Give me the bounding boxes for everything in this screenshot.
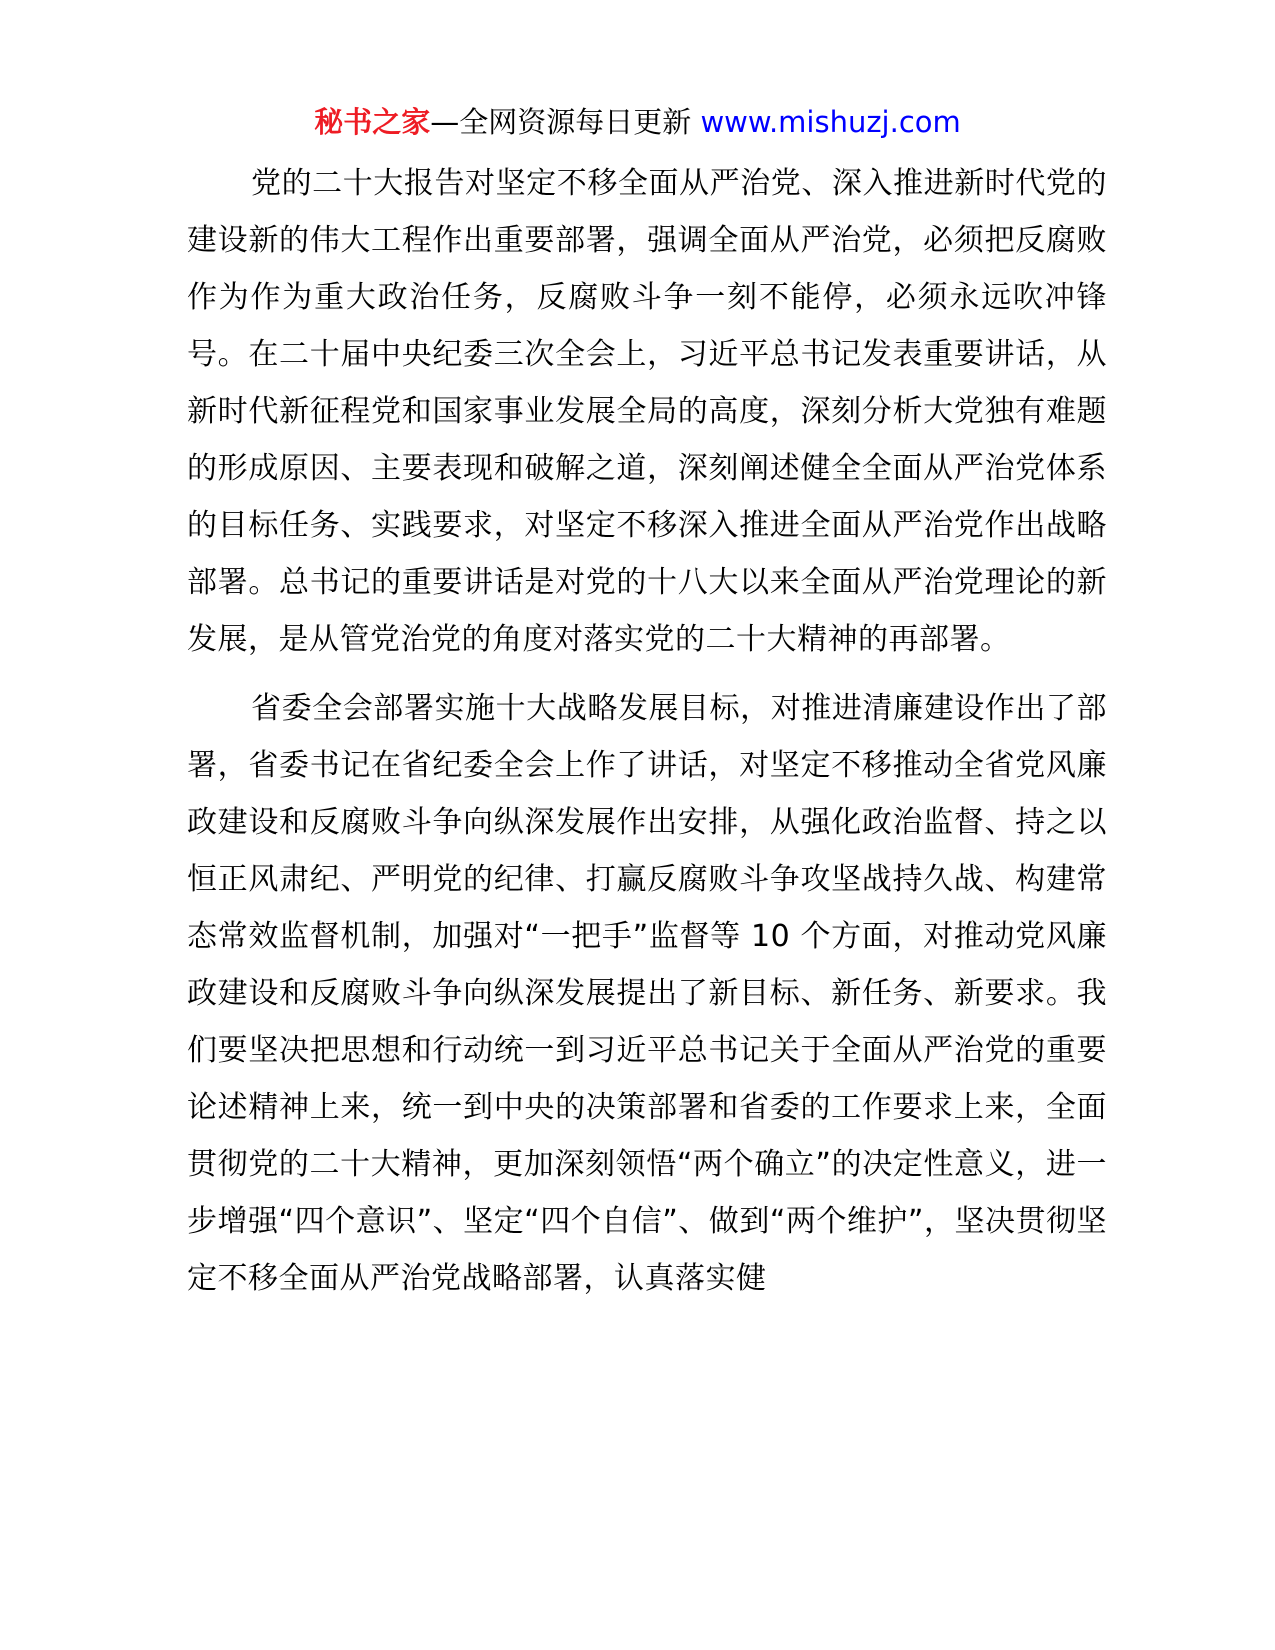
brand-name: 秘书之家 [314,105,431,139]
page-header [0,100,1275,144]
site-url-link[interactable]: www.mishuzj.com [700,105,961,139]
paragraph-2: 省委全会部署实施十大战略发展目标，对推进清廉建设作出了部署，省委书记在省纪委全会上作了讲话，对坚定不移推动全省党风廉政建设和反腐败斗争向纵深发展作出安排，从强化政治监督、持之以恒正风肃纪、严明党的纪律、打赢反腐败斗争攻坚战持久战、构建常态常效监督机制，加强对“一把手”监督等 10 个方面，对推动党风廉政建设和反腐败斗争向纵深发展提出了新目标、新任务、新要求。我们要坚决把思想和行动统一到习近平总书记关于全面从严治党的重要论述精神上来，统一到中央的决策部署和省委的工作要求上来，全面贯彻党的二十大精神，更加深刻领悟“两个确立”的决定性意义，进一步增强“四个意识”、坚定“四个自信”、做到“两个维护”，坚决贯彻坚定不移全面从严治党战略部署，认真落实健 [187,691,1107,1296]
paragraph-1: 党的二十大报告对坚定不移全面从严治党、深入推进新时代党的建设新的伟大工程作出重要部署，强调全面从严治党，必须把反腐败作为作为重大政治任务，反腐败斗争一刻不能停，必须永远吹冲锋号。在二十届中央纪委三次全会上，习近平总书记发表重要讲话，从新时代新征程党和国家事业发展全局的高度，深刻分析大党独有难题的形成原因、主要表现和破解之道，深刻阐述健全全面从严治党体系的目标任务、实践要求，对坚定不移深入推进全面从严治党作出战略部署。总书记的重要讲话是对党的十八大以来全面从严治党理论的新发展，是从管党治党的角度对落实党的二十大精神的再部署。 [187,166,1107,657]
document-body [187,155,1107,1319]
header-tagline: —全网资源每日更新 [430,105,692,139]
